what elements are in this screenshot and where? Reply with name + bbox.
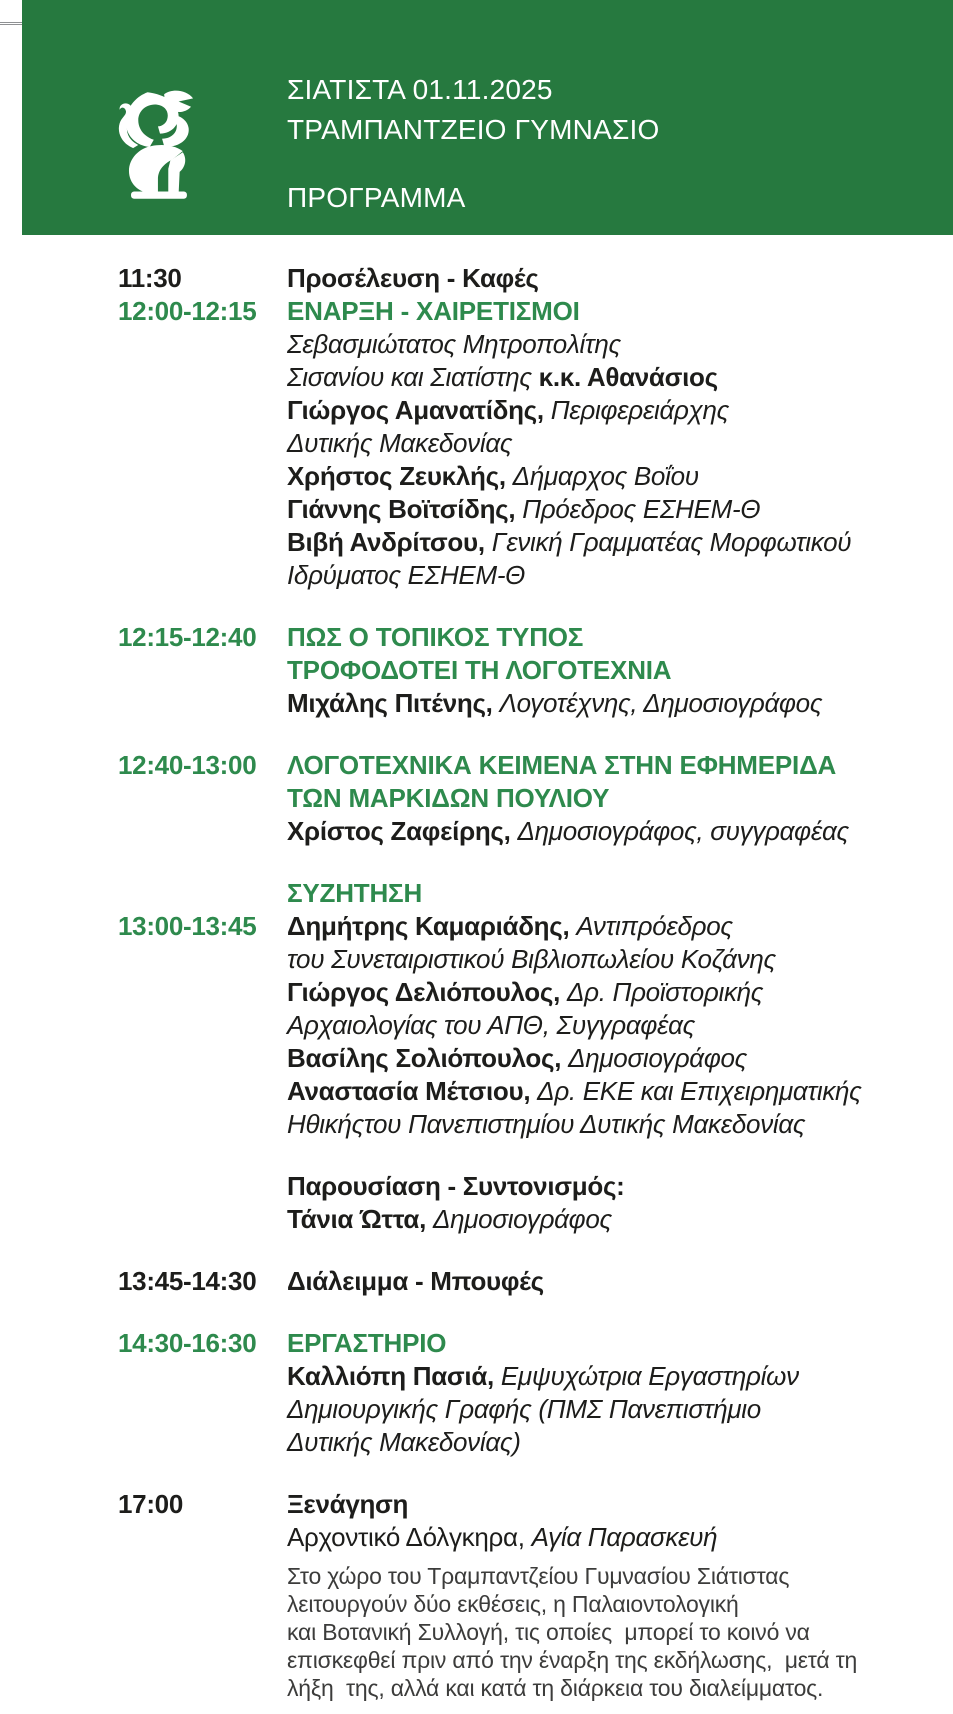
- event-line: [287, 526, 939, 559]
- event-line: [287, 621, 939, 654]
- event-line: [287, 1203, 939, 1236]
- text-segment: Βασίλης Σολιόπουλος,: [287, 1043, 569, 1073]
- text-segment: Πρόεδρος ΕΣΗΕΜ-Θ: [522, 494, 761, 524]
- event-line: [287, 1521, 939, 1554]
- time-label: 12:00-12:15: [118, 296, 257, 326]
- schedule-block: [118, 621, 939, 720]
- event-line: [287, 877, 939, 910]
- event-line: [287, 1426, 939, 1459]
- schedule-block: [118, 1488, 939, 1554]
- event-content: [287, 1170, 939, 1236]
- text-segment: Δημιουργικής Γραφής (ΠΜΣ Πανεπιστήμιο: [287, 1394, 761, 1424]
- time-label: 14:30-16:30: [118, 1328, 257, 1358]
- text-segment: ΣΥΖΗΤΗΣΗ: [287, 878, 423, 908]
- event-line: [287, 427, 939, 460]
- text-segment: κ.κ. Αθανάσιος: [538, 362, 718, 392]
- schedule-block: [118, 749, 939, 848]
- event-line: [287, 910, 939, 943]
- event-line: [287, 1042, 939, 1075]
- text-segment: Τάνια Ώττα,: [287, 1204, 433, 1234]
- text-segment: Εμψυχώτρια Εργαστηρίων: [500, 1361, 799, 1391]
- event-line: [287, 1488, 939, 1521]
- text-segment: Σεβασμιώτατος Μητροπολίτης: [287, 329, 621, 359]
- text-segment: Ξενάγηση: [287, 1489, 409, 1519]
- text-segment: Δημοσιογράφος, συγγραφέας: [517, 816, 849, 846]
- event-content: [287, 295, 939, 592]
- footer-line: λήξη της, αλλά και κατά τη διάρκεια του διαλείμματος.: [287, 1675, 824, 1701]
- header-band: [22, 0, 953, 235]
- footer-line: Στο χώρο του Τραμπαντζείου Γυμνασίου Σιάτιστας: [287, 1563, 790, 1589]
- text-segment: ΕΝΑΡΞΗ - ΧΑΙΡΕΤΙΣΜΟΙ: [287, 296, 580, 326]
- time-label: 13:00-13:45: [118, 911, 257, 941]
- text-segment: Γιώργος Δελιόπουλος,: [287, 977, 567, 1007]
- event-line: [287, 262, 939, 295]
- text-segment: ΤΡΟΦΟΔΟΤΕΙ ΤΗ ΛΟΓΟΤΕΧΝΙΑ: [287, 655, 672, 685]
- text-segment: Αναστασία Μέτσιου,: [287, 1076, 538, 1106]
- event-line: [287, 328, 939, 361]
- event-line: [287, 943, 939, 976]
- event-line: [287, 493, 939, 526]
- schedule-block: [118, 1170, 939, 1236]
- event-line: [287, 654, 939, 687]
- time-label: 13:45-14:30: [118, 1266, 257, 1296]
- event-line: [287, 749, 939, 782]
- event-content: [287, 877, 939, 910]
- event-line: [287, 394, 939, 427]
- schedule-block: [118, 877, 939, 910]
- text-segment: Μιχάλης Πιτένης,: [287, 688, 500, 718]
- text-segment: Δημοσιογράφος: [568, 1043, 747, 1073]
- event-line: [287, 1075, 939, 1108]
- text-segment: Χρήστος Ζευκλής,: [287, 461, 513, 491]
- schedule-block: [118, 295, 939, 592]
- event-content: [287, 621, 939, 720]
- event-line: [287, 295, 939, 328]
- footer-line: και Βοτανική Συλλογή, τις οποίες μπορεί το κοινό να: [287, 1619, 810, 1645]
- text-segment: Προσέλευση - Καφές: [287, 263, 539, 293]
- header-title-line1: ΣΙΑΤΙΣΤΑ 01.11.2025: [287, 74, 553, 105]
- text-segment: Αντιπρόεδρος: [576, 911, 733, 941]
- header-title-line2: ΤΡΑΜΠΑΝΤΖΕΙΟ ΓΥΜΝΑΣΙΟ: [287, 114, 660, 145]
- event-line: [287, 687, 939, 720]
- schedule: [0, 235, 953, 1554]
- text-segment: ΤΩΝ ΜΑΡΚΙΔΩΝ ΠΟΥΛΙΟΥ: [287, 783, 610, 813]
- text-segment: Δημοσιογράφος: [432, 1204, 612, 1234]
- footer-line: επισκεφθεί πριν από την έναρξη της εκδήλωσης, μετά τη: [287, 1647, 858, 1673]
- event-line: [287, 1327, 939, 1360]
- text-segment: Ηθικήςτου Πανεπιστημίου Δυτικής Μακεδονίας: [287, 1109, 806, 1139]
- event-content: [287, 749, 939, 848]
- time-label: 12:40-13:00: [118, 750, 257, 780]
- time-label: [118, 877, 287, 910]
- time-label: 17:00: [118, 1489, 183, 1519]
- event-line: [287, 559, 939, 592]
- text-segment: Αρχαιολογίας του ΑΠΘ, Συγγραφέας: [287, 1010, 696, 1040]
- text-segment: Δρ. ΕΚΕ και Επιχειρηματικής: [537, 1076, 862, 1106]
- event-line: [287, 1265, 939, 1298]
- text-segment: Γιάννης Βοϊτσίδης,: [287, 494, 523, 524]
- footer-note: [287, 1562, 927, 1702]
- text-segment: Σισανίου και Σιατίστης: [287, 362, 539, 392]
- time-label: 11:30: [118, 263, 182, 293]
- time-label: 12:15-12:40: [118, 622, 257, 652]
- event-line: [287, 976, 939, 1009]
- text-segment: του Συνεταιριστικού Βιβλιοπωλείου Κοζάνης: [287, 944, 776, 974]
- text-segment: Δήμαρχος Βοΐου: [512, 461, 699, 491]
- text-segment: Παρουσίαση - Συντονισμός:: [287, 1171, 625, 1201]
- text-segment: Περιφερειάρχης: [550, 395, 729, 425]
- schedule-block: [118, 1265, 939, 1298]
- footer-line: λειτουργούν δύο εκθέσεις, η Παλαιοντολογική: [287, 1591, 739, 1617]
- text-segment: Δρ. Προϊστορικής: [566, 977, 764, 1007]
- event-line: [287, 1393, 939, 1426]
- text-segment: Δυτικής Μακεδονίας): [287, 1427, 521, 1457]
- text-segment: Λογοτέχνης, Δημοσιογράφος: [499, 688, 823, 718]
- griffin-logo-icon: [108, 86, 212, 206]
- text-segment: Αγία Παρασκευή: [531, 1522, 718, 1552]
- event-content: [287, 1488, 939, 1554]
- event-line: [287, 460, 939, 493]
- event-line: [287, 1170, 939, 1203]
- text-segment: Βιβή Ανδρίτσου,: [287, 527, 492, 557]
- event-content: [287, 1327, 939, 1459]
- event-line: [287, 782, 939, 815]
- text-segment: Ιδρύματος ΕΣΗΕΜ-Θ: [287, 560, 526, 590]
- text-segment: ΕΡΓΑΣΤΗΡΙΟ: [287, 1328, 447, 1358]
- event-content: [287, 262, 939, 295]
- schedule-block: [118, 1327, 939, 1459]
- text-segment: Δημήτρης Καμαριάδης,: [287, 911, 577, 941]
- program-label: ΠΡΟΓΡΑΜΜΑ: [287, 182, 466, 213]
- event-line: [287, 815, 939, 848]
- text-segment: Καλλιόπη Πασιά,: [287, 1361, 501, 1391]
- text-segment: Χρίστος Ζαφείρης,: [287, 816, 518, 846]
- text-segment: Γιώργος Αμανατίδης,: [287, 395, 551, 425]
- event-line: [287, 361, 939, 394]
- event-line: [287, 1009, 939, 1042]
- schedule-block: [118, 910, 939, 1141]
- text-segment: Γενική Γραμματέας Μορφωτικού: [491, 527, 852, 557]
- header-title: [287, 70, 659, 150]
- text-segment: ΠΩΣ Ο ΤΟΠΙΚΟΣ ΤΥΠΟΣ: [287, 622, 584, 652]
- event-content: [287, 1265, 939, 1298]
- event-line: [287, 1360, 939, 1393]
- event-line: [287, 1108, 939, 1141]
- text-segment: Δυτικής Μακεδονίας: [287, 428, 513, 458]
- text-segment: Αρχοντικό Δόλγκηρα,: [287, 1522, 532, 1552]
- time-label: [118, 1170, 287, 1236]
- event-content: [287, 910, 939, 1141]
- schedule-block: [118, 262, 939, 295]
- text-segment: ΛΟΓΟΤΕΧΝΙΚΑ ΚΕΙΜΕΝΑ ΣΤΗΝ ΕΦΗΜΕΡΙΔΑ: [287, 750, 837, 780]
- text-segment: Διάλειμμα - Μπουφές: [287, 1266, 544, 1296]
